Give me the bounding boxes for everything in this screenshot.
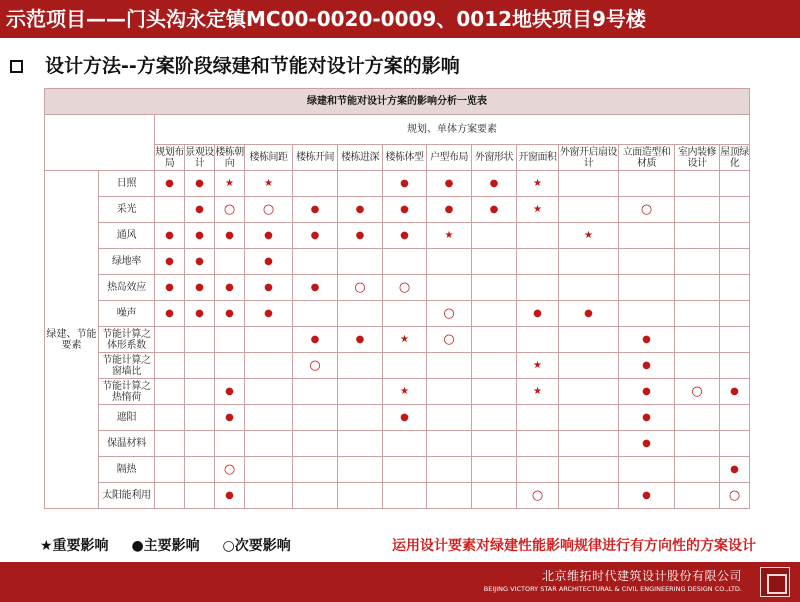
empty-cell [293,301,338,327]
empty-cell [245,379,293,405]
table-title: 绿建和节能对设计方案的影响分析一览表 [45,89,750,115]
empty-cell [383,249,427,275]
empty-cell [185,353,215,379]
empty-cell [293,405,338,431]
star-mark: ★ [517,171,559,197]
empty-cell [517,275,559,301]
dot-mark: ● [293,197,338,223]
dot-mark: ● [472,171,517,197]
empty-cell [720,197,750,223]
empty-cell [559,405,619,431]
company-name-cn: 北京维拓时代建筑设计股份有限公司 [541,569,742,583]
dot-mark: ● [293,327,338,353]
column-header: 立面造型和材质 [619,145,675,171]
empty-cell [675,353,720,379]
dot-mark: ● [619,483,675,509]
empty-cell [338,483,383,509]
column-header: 楼栋间距 [245,145,293,171]
table-row [45,483,750,509]
empty-cell [720,301,750,327]
empty-cell [619,301,675,327]
row-header: 遮阳 [99,405,155,431]
empty-cell [155,405,185,431]
footer-bar [0,562,800,602]
empty-cell [619,249,675,275]
row-header: 隔热 [99,457,155,483]
empty-cell [185,327,215,353]
empty-cell [215,327,245,353]
empty-cell [338,431,383,457]
plan-header-row [45,115,750,145]
table-row [45,327,750,353]
row-header: 日照 [99,171,155,197]
row-header: 通风 [99,223,155,249]
star-mark: ★ [517,353,559,379]
empty-cell [293,457,338,483]
table-row [45,171,750,197]
empty-cell [720,431,750,457]
empty-cell [675,171,720,197]
dot-mark: ● [338,327,383,353]
legend-dot: ●主要影响 [131,538,200,554]
circle-mark: ○ [619,197,675,223]
empty-cell [293,171,338,197]
empty-cell [472,379,517,405]
empty-cell [675,327,720,353]
empty-cell [720,171,750,197]
table-row [45,457,750,483]
empty-cell [517,405,559,431]
column-header: 外窗形状 [472,145,517,171]
empty-cell [245,483,293,509]
dot-mark: ● [185,249,215,275]
dot-mark: ● [517,301,559,327]
star-mark: ★ [383,379,427,405]
empty-cell [619,171,675,197]
empty-cell [675,483,720,509]
dot-mark: ● [155,249,185,275]
circle-mark: ○ [383,275,427,301]
empty-cell [383,457,427,483]
dot-mark: ● [619,353,675,379]
dot-mark: ● [383,223,427,249]
dot-mark: ● [185,275,215,301]
table-title-row [45,89,750,115]
dot-mark: ● [215,379,245,405]
header-bar [0,0,800,38]
circle-mark: ○ [215,457,245,483]
group-label: 绿建、节能要素 [45,171,99,509]
column-header: 规划布局 [155,146,184,169]
empty-cell [185,405,215,431]
row-header: 绿地率 [99,249,155,275]
empty-cell [427,483,472,509]
column-header: 楼栋朝向 [215,146,244,169]
impact-matrix-table [44,88,750,509]
table-row [45,379,750,405]
dot-mark: ● [293,275,338,301]
empty-cell [427,379,472,405]
empty-cell [720,275,750,301]
empty-cell [720,249,750,275]
empty-cell [559,327,619,353]
impact-table-container [44,88,750,509]
star-mark: ★ [517,197,559,223]
empty-cell [517,431,559,457]
empty-cell [338,353,383,379]
table-row [45,405,750,431]
empty-cell [427,431,472,457]
dot-mark: ● [215,275,245,301]
empty-cell [245,457,293,483]
empty-cell [293,431,338,457]
dot-mark: ● [619,327,675,353]
empty-cell [185,457,215,483]
star-mark: ★ [215,171,245,197]
design-note: 运用设计要素对绿建性能影响规律进行有方向性的方案设计 [392,538,756,554]
dot-mark: ● [245,223,293,249]
dot-mark: ● [720,379,750,405]
empty-cell [472,249,517,275]
circle-mark: ○ [720,483,750,509]
legend-star: ★重要影响 [40,538,109,554]
empty-cell [720,405,750,431]
row-header: 热岛效应 [99,275,155,301]
empty-cell [559,431,619,457]
row-header: 节能计算之热惰荷 [99,379,155,405]
circle-mark: ○ [338,275,383,301]
empty-cell [293,379,338,405]
empty-cell [427,249,472,275]
dot-mark: ● [215,483,245,509]
legend [40,536,309,556]
empty-cell [720,223,750,249]
empty-cell [155,353,185,379]
empty-cell [427,405,472,431]
empty-cell [517,327,559,353]
empty-cell [720,327,750,353]
empty-cell [215,353,245,379]
column-header: 楼栋体型 [383,145,427,171]
dot-mark: ● [383,197,427,223]
empty-cell [559,379,619,405]
company-name-en: BEIJING VICTORY STAR ARCHITECTURAL & CIVIL ENGINEERING DESIGN CO.,LTD. [483,585,742,593]
empty-cell [472,483,517,509]
dot-mark: ● [427,171,472,197]
circle-mark: ○ [215,197,245,223]
row-header: 采光 [99,197,155,223]
circle-mark: ○ [293,353,338,379]
empty-cell [472,457,517,483]
empty-cell [383,483,427,509]
column-header: 景观设计 [185,146,214,169]
empty-cell [559,353,619,379]
empty-cell [675,197,720,223]
empty-cell [675,249,720,275]
empty-cell [472,353,517,379]
dot-mark: ● [215,405,245,431]
dot-mark: ● [185,301,215,327]
empty-cell [245,327,293,353]
table-row [45,301,750,327]
section-heading [10,53,460,79]
dot-mark: ● [185,223,215,249]
dot-mark: ● [155,223,185,249]
circle-mark: ○ [245,197,293,223]
dot-mark: ● [155,275,185,301]
dot-mark: ● [338,223,383,249]
empty-cell [472,405,517,431]
empty-cell [215,431,245,457]
dot-mark: ● [427,197,472,223]
empty-cell [559,275,619,301]
empty-cell [559,457,619,483]
empty-cell [383,353,427,379]
circle-mark: ○ [427,327,472,353]
column-header: 室内装修设计 [675,145,720,171]
column-header: 楼栋进深 [338,145,383,171]
table-row [45,431,750,457]
row-header: 保温材料 [99,431,155,457]
column-header: 户型布局 [427,145,472,171]
empty-cell [675,301,720,327]
dot-mark: ● [245,275,293,301]
dot-mark: ● [155,171,185,197]
empty-cell [383,431,427,457]
empty-cell [559,171,619,197]
row-header: 节能计算之体形系数 [99,327,155,353]
row-header: 太阳能利用 [99,483,155,509]
empty-cell [472,275,517,301]
corner-cell [45,115,155,171]
empty-cell [619,457,675,483]
star-mark: ★ [427,223,472,249]
empty-cell [559,197,619,223]
empty-cell [245,353,293,379]
empty-cell [245,431,293,457]
empty-cell [185,379,215,405]
column-header: 楼栋开间 [293,145,338,171]
empty-cell [155,327,185,353]
empty-cell [517,457,559,483]
plan-header: 规划、单体方案要素 [155,115,750,145]
dot-mark: ● [383,171,427,197]
table-row [45,249,750,275]
empty-cell [619,275,675,301]
empty-cell [155,457,185,483]
empty-cell [427,353,472,379]
empty-cell [338,249,383,275]
star-mark: ★ [559,223,619,249]
empty-cell [245,405,293,431]
row-header: 节能计算之窗墙比 [99,353,155,379]
empty-cell [472,431,517,457]
column-header: 屋顶绿化 [720,146,749,169]
empty-cell [155,379,185,405]
star-mark: ★ [383,327,427,353]
dot-mark: ● [245,301,293,327]
empty-cell [338,379,383,405]
dot-mark: ● [245,249,293,275]
empty-cell [338,171,383,197]
empty-cell [472,223,517,249]
dot-mark: ● [155,301,185,327]
table-row [45,223,750,249]
dot-mark: ● [559,301,619,327]
empty-cell [720,353,750,379]
empty-cell [675,457,720,483]
company-logo-icon [760,567,790,597]
empty-cell [619,223,675,249]
empty-cell [472,327,517,353]
empty-cell [185,483,215,509]
dot-mark: ● [215,301,245,327]
column-header: 外窗开启扇设计 [560,146,617,169]
empty-cell [338,405,383,431]
empty-cell [215,249,245,275]
section-title: 设计方法--方案阶段绿建和节能对设计方案的影响 [45,55,460,77]
dot-mark: ● [338,197,383,223]
empty-cell [675,405,720,431]
dot-mark: ● [383,405,427,431]
circle-mark: ○ [675,379,720,405]
empty-cell [675,431,720,457]
dot-mark: ● [619,405,675,431]
dot-mark: ● [185,197,215,223]
row-header: 噪声 [99,301,155,327]
table-row [45,197,750,223]
square-bullet-icon [10,60,23,73]
table-row [45,353,750,379]
star-mark: ★ [517,379,559,405]
dot-mark: ● [215,223,245,249]
empty-cell [517,223,559,249]
table-row [45,275,750,301]
empty-cell [338,457,383,483]
dot-mark: ● [619,379,675,405]
column-header: 开窗面积 [517,145,559,171]
empty-cell [155,483,185,509]
empty-cell [383,301,427,327]
empty-cell [675,223,720,249]
empty-cell [472,301,517,327]
dot-mark: ● [720,457,750,483]
empty-cell [293,249,338,275]
empty-cell [675,275,720,301]
dot-mark: ● [185,171,215,197]
empty-cell [517,249,559,275]
dot-mark: ● [619,431,675,457]
empty-cell [293,483,338,509]
legend-circle: ○次要影响 [222,538,291,554]
empty-cell [155,197,185,223]
circle-mark: ○ [517,483,559,509]
empty-cell [559,483,619,509]
empty-cell [559,249,619,275]
empty-cell [185,431,215,457]
header-title: 示范项目——门头沟永定镇MC00-0020-0009、0012地块项目9号楼 [6,7,646,31]
empty-cell [427,457,472,483]
dot-mark: ● [472,197,517,223]
empty-cell [155,431,185,457]
circle-mark: ○ [427,301,472,327]
empty-cell [427,275,472,301]
empty-cell [338,301,383,327]
star-mark: ★ [245,171,293,197]
dot-mark: ● [293,223,338,249]
